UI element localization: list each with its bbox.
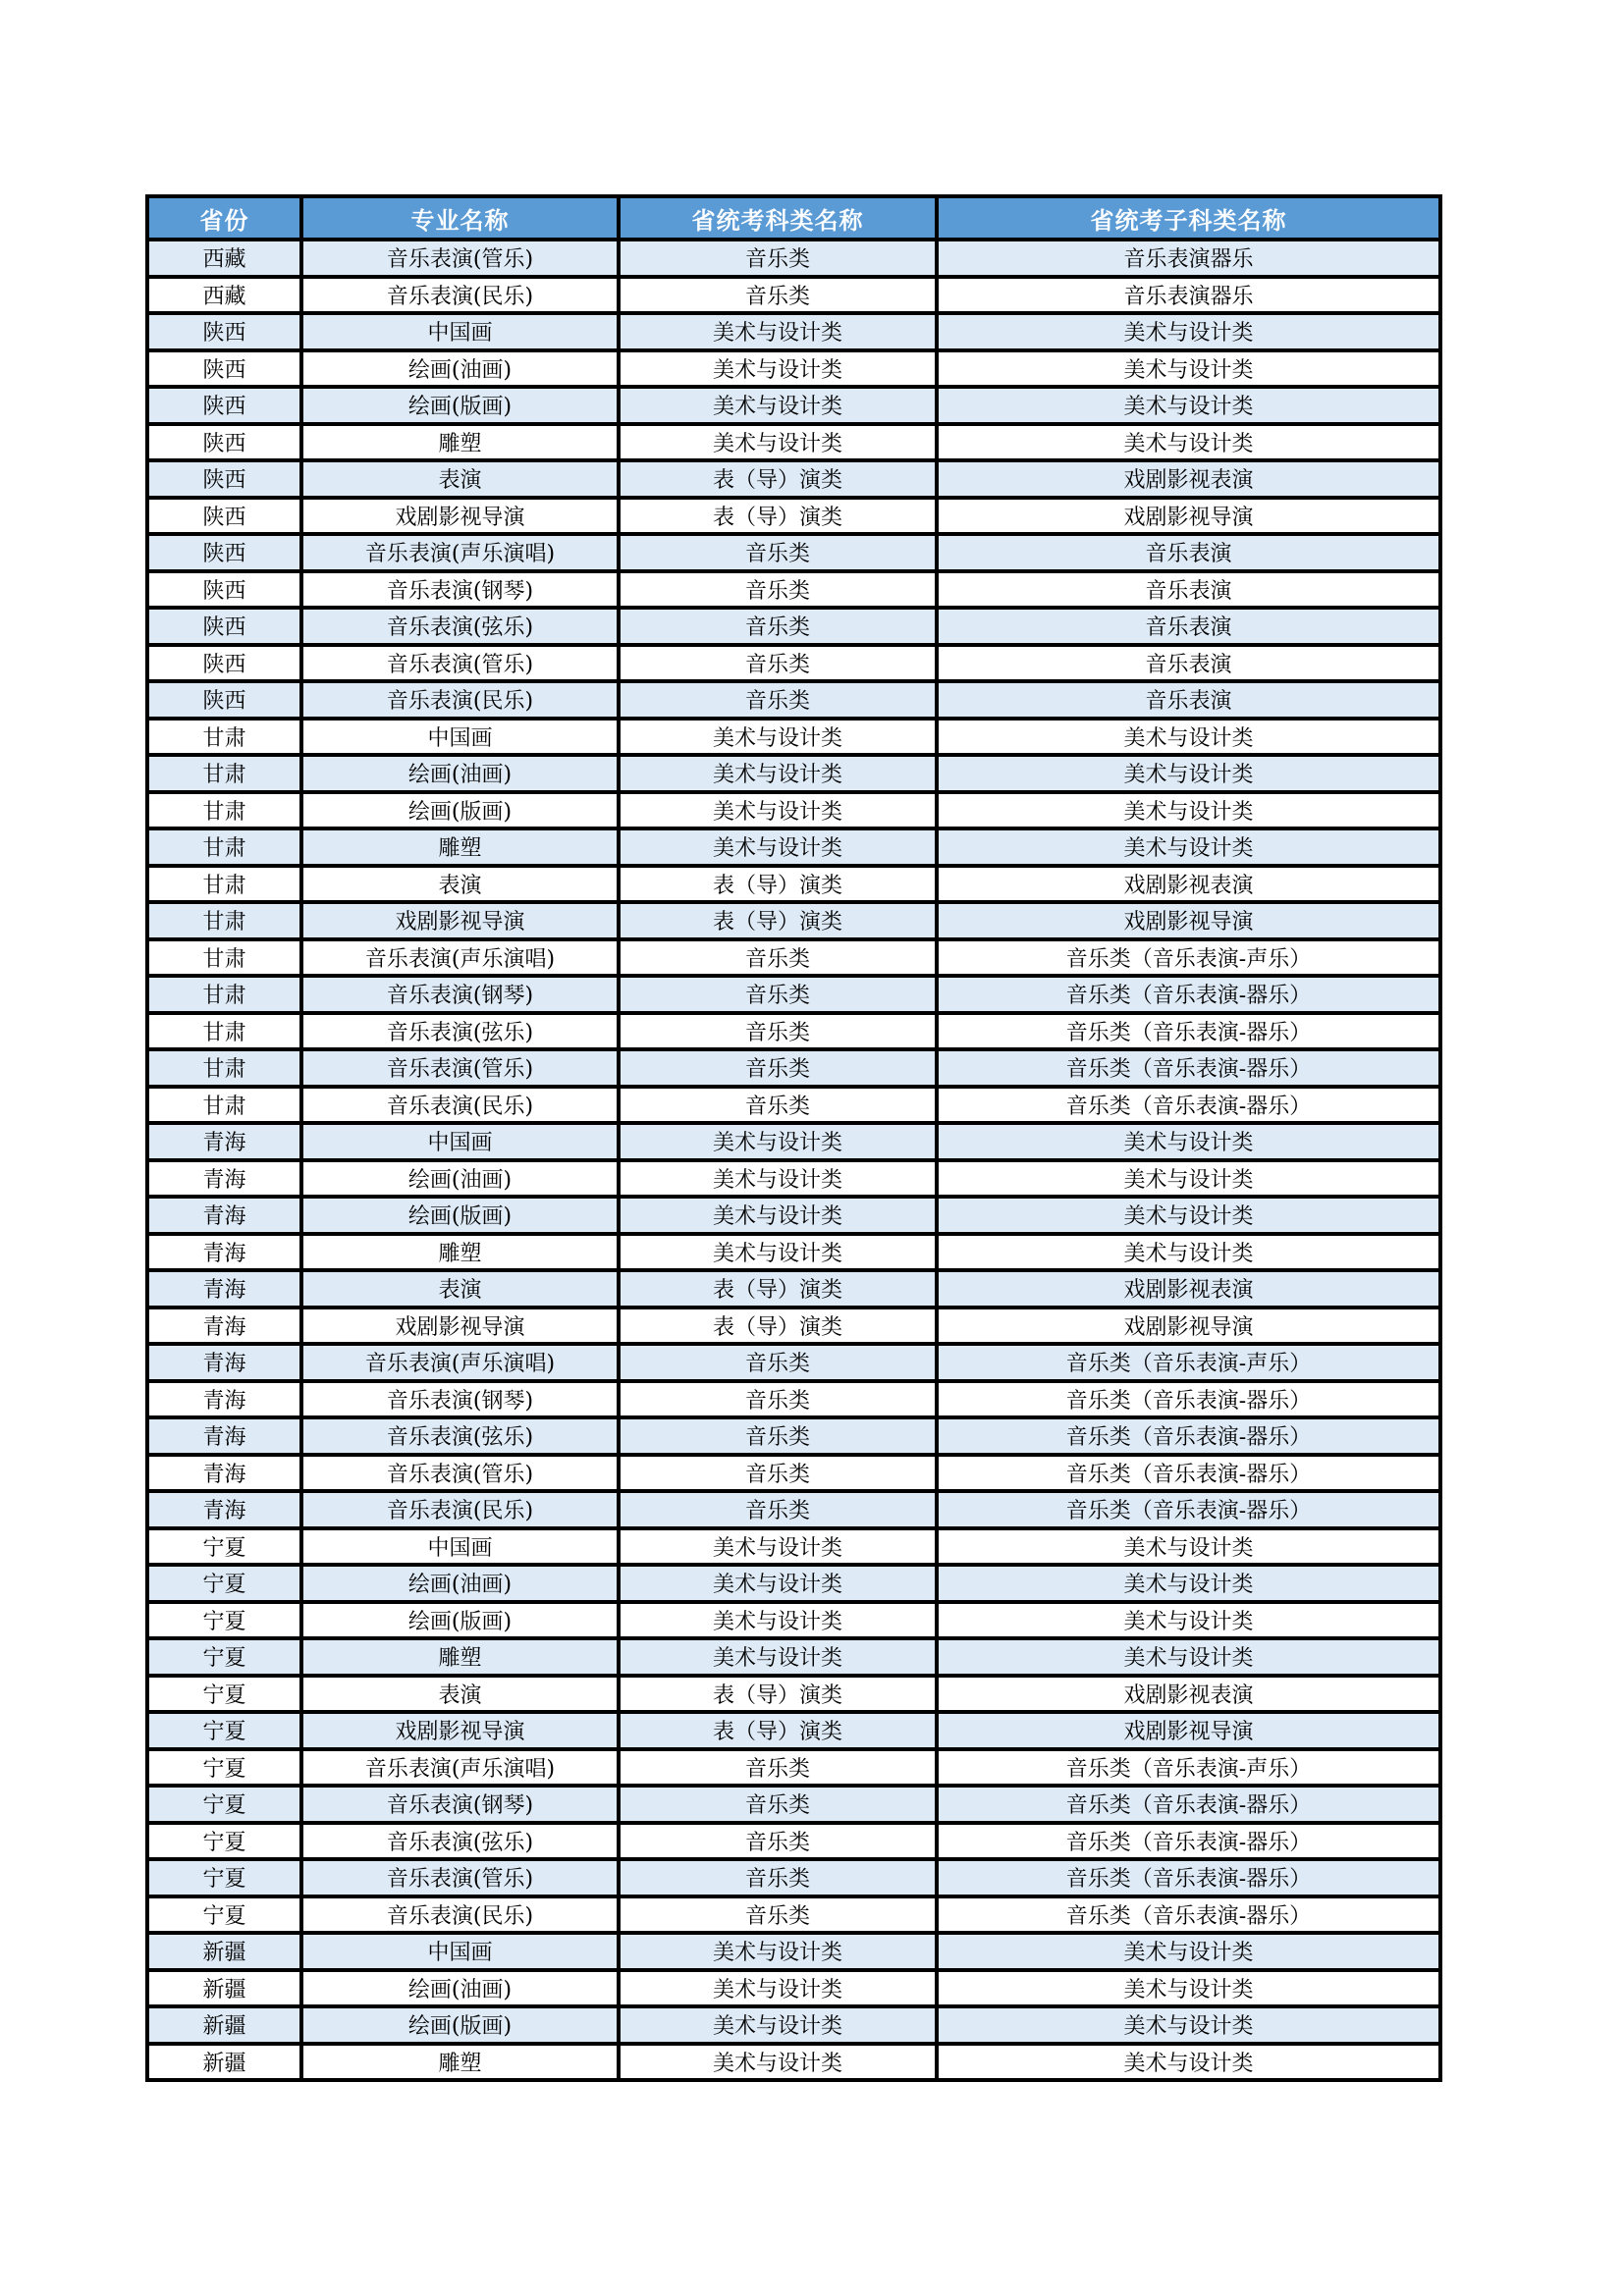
cell-major: 音乐表演(钢琴) [301,571,619,609]
column-header-exam-category: 省统考科类名称 [619,196,937,240]
cell-major: 绘画(版画) [301,1602,619,1639]
cell-exam_category: 表（导）演类 [619,498,937,535]
cell-major: 音乐表演(民乐) [301,1087,619,1124]
table-row [147,645,1440,682]
table-row [147,460,1440,498]
cell-exam_category: 音乐类 [619,1381,937,1418]
table-row [147,2044,1440,2081]
cell-major: 音乐表演(弦乐) [301,1417,619,1455]
cell-exam_subcategory: 音乐类（音乐表演-器乐） [937,1491,1440,1528]
table-row [147,828,1440,866]
cell-province: 陕西 [147,681,301,719]
cell-exam_subcategory: 音乐表演器乐 [937,277,1440,314]
cell-major: 中国画 [301,313,619,350]
cell-exam_category: 音乐类 [619,1417,937,1455]
cell-exam_category: 美术与设计类 [619,1234,937,1271]
cell-exam_category: 音乐类 [619,608,937,645]
cell-province: 甘肃 [147,976,301,1013]
cell-exam_subcategory: 音乐表演器乐 [937,240,1440,277]
cell-exam_subcategory: 戏剧影视表演 [937,866,1440,903]
cell-major: 中国画 [301,1933,619,1970]
table-body [147,240,1440,2080]
cell-province: 甘肃 [147,792,301,829]
cell-province: 青海 [147,1234,301,1271]
cell-exam_category: 音乐类 [619,645,937,682]
cell-exam_subcategory: 美术与设计类 [937,1123,1440,1160]
cell-exam_subcategory: 戏剧影视表演 [937,1676,1440,1713]
cell-major: 音乐表演(弦乐) [301,1823,619,1860]
cell-exam_subcategory: 美术与设计类 [937,1970,1440,2007]
cell-exam_subcategory: 美术与设计类 [937,350,1440,388]
cell-province: 新疆 [147,2044,301,2081]
cell-major: 音乐表演(管乐) [301,240,619,277]
table-row [147,1013,1440,1050]
cell-exam_category: 美术与设计类 [619,1528,937,1566]
cell-province: 陕西 [147,645,301,682]
cell-province: 甘肃 [147,1087,301,1124]
cell-exam_category: 音乐类 [619,1455,937,1492]
cell-province: 青海 [147,1160,301,1198]
cell-exam_subcategory: 音乐类（音乐表演-器乐） [937,1859,1440,1896]
cell-province: 甘肃 [147,939,301,977]
cell-province: 新疆 [147,1933,301,1970]
table-row [147,1786,1440,1823]
table-row [147,1417,1440,1455]
cell-major: 表演 [301,1270,619,1308]
cell-exam_subcategory: 戏剧影视导演 [937,498,1440,535]
cell-major: 音乐表演(民乐) [301,277,619,314]
table-row [147,681,1440,719]
cell-exam_subcategory: 音乐类（音乐表演-器乐） [937,1087,1440,1124]
cell-exam_category: 美术与设计类 [619,1197,937,1234]
table-row [147,866,1440,903]
cell-exam_category: 美术与设计类 [619,792,937,829]
cell-exam_subcategory: 戏剧影视导演 [937,1308,1440,1345]
cell-exam_category: 音乐类 [619,1859,937,1896]
cell-exam_category: 美术与设计类 [619,755,937,792]
table-row [147,1308,1440,1345]
cell-exam_subcategory: 音乐类（音乐表演-声乐） [937,939,1440,977]
column-header-province: 省份 [147,196,301,240]
table-row [147,1160,1440,1198]
cell-exam_subcategory: 美术与设计类 [937,2044,1440,2081]
cell-province: 青海 [147,1455,301,1492]
cell-exam_subcategory: 音乐类（音乐表演-声乐） [937,1344,1440,1381]
cell-province: 陕西 [147,571,301,609]
cell-major: 表演 [301,460,619,498]
cell-exam_subcategory: 美术与设计类 [937,1565,1440,1602]
cell-province: 宁夏 [147,1676,301,1713]
table-row [147,719,1440,756]
table-row [147,1049,1440,1087]
cell-major: 雕塑 [301,1638,619,1676]
cell-province: 宁夏 [147,1638,301,1676]
cell-province: 青海 [147,1123,301,1160]
cell-province: 甘肃 [147,719,301,756]
table-row [147,976,1440,1013]
table-row [147,1933,1440,1970]
cell-major: 戏剧影视导演 [301,498,619,535]
cell-province: 宁夏 [147,1565,301,1602]
cell-major: 绘画(油画) [301,755,619,792]
cell-province: 宁夏 [147,1823,301,1860]
cell-major: 音乐表演(声乐演唱) [301,1344,619,1381]
cell-exam_category: 音乐类 [619,534,937,571]
cell-province: 新疆 [147,2006,301,2044]
cell-exam_category: 美术与设计类 [619,2044,937,2081]
cell-province: 宁夏 [147,1528,301,1566]
table-row [147,498,1440,535]
cell-exam_subcategory: 音乐表演 [937,534,1440,571]
cell-exam_category: 音乐类 [619,1344,937,1381]
cell-exam_category: 音乐类 [619,1013,937,1050]
cell-province: 宁夏 [147,1859,301,1896]
exam-category-table [145,194,1442,2082]
cell-exam_category: 表（导）演类 [619,1270,937,1308]
cell-province: 宁夏 [147,1712,301,1749]
cell-major: 雕塑 [301,2044,619,2081]
cell-exam_subcategory: 美术与设计类 [937,1197,1440,1234]
table-row [147,350,1440,388]
cell-exam_subcategory: 美术与设计类 [937,424,1440,461]
table-row [147,2006,1440,2044]
cell-province: 陕西 [147,498,301,535]
cell-major: 中国画 [301,719,619,756]
cell-exam_category: 音乐类 [619,1786,937,1823]
cell-exam_subcategory: 美术与设计类 [937,719,1440,756]
table-row [147,1087,1440,1124]
cell-province: 甘肃 [147,1013,301,1050]
cell-province: 甘肃 [147,866,301,903]
cell-exam_category: 音乐类 [619,976,937,1013]
cell-province: 陕西 [147,424,301,461]
cell-province: 宁夏 [147,1602,301,1639]
cell-exam_category: 美术与设计类 [619,1970,937,2007]
cell-exam_subcategory: 音乐类（音乐表演-器乐） [937,976,1440,1013]
table-row [147,755,1440,792]
cell-exam_subcategory: 音乐类（音乐表演-器乐） [937,1455,1440,1492]
column-header-exam-subcategory: 省统考子科类名称 [937,196,1440,240]
cell-exam_subcategory: 戏剧影视导演 [937,1712,1440,1749]
cell-province: 青海 [147,1381,301,1418]
table-row [147,534,1440,571]
cell-exam_category: 表（导）演类 [619,866,937,903]
cell-exam_subcategory: 音乐类（音乐表演-器乐） [937,1823,1440,1860]
cell-exam_subcategory: 美术与设计类 [937,313,1440,350]
cell-exam_category: 音乐类 [619,1049,937,1087]
cell-exam_subcategory: 美术与设计类 [937,1933,1440,1970]
table-row [147,1528,1440,1566]
cell-exam_category: 美术与设计类 [619,1565,937,1602]
cell-exam_subcategory: 美术与设计类 [937,755,1440,792]
table-row [147,1234,1440,1271]
cell-exam_category: 美术与设计类 [619,1160,937,1198]
table-row [147,1749,1440,1787]
cell-exam_subcategory: 戏剧影视表演 [937,460,1440,498]
table-row [147,1270,1440,1308]
cell-exam_subcategory: 音乐类（音乐表演-声乐） [937,1749,1440,1787]
cell-major: 中国画 [301,1123,619,1160]
cell-exam_category: 美术与设计类 [619,828,937,866]
table-row [147,1602,1440,1639]
cell-major: 雕塑 [301,424,619,461]
cell-exam_category: 表（导）演类 [619,1308,937,1345]
table-row [147,902,1440,939]
cell-major: 音乐表演(钢琴) [301,1381,619,1418]
cell-major: 音乐表演(弦乐) [301,608,619,645]
cell-exam_subcategory: 音乐类（音乐表演-器乐） [937,1049,1440,1087]
cell-exam_subcategory: 美术与设计类 [937,828,1440,866]
cell-exam_category: 美术与设计类 [619,719,937,756]
table-row [147,1896,1440,1934]
cell-province: 陕西 [147,313,301,350]
table-row [147,1712,1440,1749]
cell-exam_subcategory: 音乐表演 [937,645,1440,682]
cell-exam_category: 美术与设计类 [619,1933,937,1970]
cell-major: 音乐表演(弦乐) [301,1013,619,1050]
cell-exam_category: 美术与设计类 [619,1638,937,1676]
table-row [147,1859,1440,1896]
cell-major: 音乐表演(管乐) [301,1049,619,1087]
cell-major: 音乐表演(管乐) [301,645,619,682]
cell-major: 绘画(油画) [301,1970,619,2007]
cell-province: 西藏 [147,277,301,314]
cell-exam_category: 美术与设计类 [619,1123,937,1160]
cell-major: 音乐表演(钢琴) [301,1786,619,1823]
cell-exam_subcategory: 戏剧影视表演 [937,1270,1440,1308]
cell-major: 绘画(版画) [301,387,619,424]
cell-exam_category: 美术与设计类 [619,2006,937,2044]
cell-exam_category: 表（导）演类 [619,1712,937,1749]
cell-exam_category: 美术与设计类 [619,1602,937,1639]
cell-major: 音乐表演(声乐演唱) [301,1749,619,1787]
cell-exam_category: 音乐类 [619,939,937,977]
cell-province: 青海 [147,1491,301,1528]
cell-exam_category: 音乐类 [619,1749,937,1787]
cell-major: 绘画(版画) [301,792,619,829]
cell-major: 雕塑 [301,828,619,866]
cell-exam_category: 表（导）演类 [619,902,937,939]
cell-exam_subcategory: 美术与设计类 [937,1528,1440,1566]
cell-major: 表演 [301,1676,619,1713]
cell-province: 青海 [147,1197,301,1234]
table-row [147,387,1440,424]
cell-exam_category: 美术与设计类 [619,350,937,388]
cell-exam_subcategory: 音乐类（音乐表演-器乐） [937,1896,1440,1934]
cell-province: 宁夏 [147,1786,301,1823]
column-header-major: 专业名称 [301,196,619,240]
cell-province: 青海 [147,1417,301,1455]
table-row [147,1565,1440,1602]
table-row [147,1123,1440,1160]
cell-major: 音乐表演(管乐) [301,1859,619,1896]
table-row [147,1823,1440,1860]
table-row [147,424,1440,461]
cell-exam_category: 音乐类 [619,277,937,314]
cell-exam_category: 表（导）演类 [619,1676,937,1713]
table-row [147,1381,1440,1418]
table-row [147,1197,1440,1234]
cell-major: 绘画(油画) [301,350,619,388]
table-row [147,1455,1440,1492]
cell-major: 音乐表演(管乐) [301,1455,619,1492]
cell-exam_subcategory: 音乐表演 [937,571,1440,609]
cell-exam_subcategory: 美术与设计类 [937,1234,1440,1271]
table-row [147,240,1440,277]
cell-major: 雕塑 [301,1234,619,1271]
cell-exam_subcategory: 音乐类（音乐表演-器乐） [937,1381,1440,1418]
table-row [147,608,1440,645]
cell-province: 宁夏 [147,1749,301,1787]
table-row [147,1344,1440,1381]
cell-major: 音乐表演(声乐演唱) [301,534,619,571]
cell-major: 音乐表演(民乐) [301,681,619,719]
cell-province: 甘肃 [147,1049,301,1087]
table-header-row [147,196,1440,240]
table-row [147,939,1440,977]
cell-exam_subcategory: 音乐类（音乐表演-器乐） [937,1786,1440,1823]
table-row [147,277,1440,314]
cell-province: 新疆 [147,1970,301,2007]
cell-exam_subcategory: 美术与设计类 [937,792,1440,829]
cell-province: 陕西 [147,608,301,645]
cell-exam_category: 音乐类 [619,571,937,609]
cell-exam_subcategory: 美术与设计类 [937,1638,1440,1676]
cell-exam_category: 美术与设计类 [619,313,937,350]
cell-province: 青海 [147,1344,301,1381]
cell-province: 青海 [147,1270,301,1308]
cell-exam_category: 音乐类 [619,1823,937,1860]
cell-major: 音乐表演(民乐) [301,1896,619,1934]
cell-exam_subcategory: 音乐表演 [937,681,1440,719]
cell-exam_category: 音乐类 [619,1087,937,1124]
cell-exam_category: 表（导）演类 [619,460,937,498]
cell-province: 甘肃 [147,902,301,939]
cell-exam_category: 音乐类 [619,240,937,277]
cell-major: 音乐表演(民乐) [301,1491,619,1528]
cell-exam_subcategory: 美术与设计类 [937,1602,1440,1639]
cell-exam_subcategory: 音乐类（音乐表演-器乐） [937,1417,1440,1455]
cell-province: 陕西 [147,350,301,388]
cell-province: 陕西 [147,387,301,424]
cell-exam_subcategory: 戏剧影视导演 [937,902,1440,939]
table-row [147,792,1440,829]
table-row [147,1676,1440,1713]
table-row [147,1970,1440,2007]
cell-province: 甘肃 [147,755,301,792]
cell-exam_category: 美术与设计类 [619,387,937,424]
table-row [147,1491,1440,1528]
cell-major: 戏剧影视导演 [301,1308,619,1345]
table-row [147,313,1440,350]
cell-exam_category: 音乐类 [619,1491,937,1528]
cell-exam_category: 美术与设计类 [619,424,937,461]
cell-province: 陕西 [147,534,301,571]
cell-exam_subcategory: 音乐表演 [937,608,1440,645]
cell-major: 戏剧影视导演 [301,902,619,939]
cell-exam_subcategory: 音乐类（音乐表演-器乐） [937,1013,1440,1050]
cell-major: 绘画(油画) [301,1160,619,1198]
cell-province: 甘肃 [147,828,301,866]
table-row [147,571,1440,609]
cell-province: 青海 [147,1308,301,1345]
cell-exam_subcategory: 美术与设计类 [937,1160,1440,1198]
cell-major: 音乐表演(钢琴) [301,976,619,1013]
cell-major: 绘画(版画) [301,2006,619,2044]
cell-major: 绘画(油画) [301,1565,619,1602]
cell-major: 戏剧影视导演 [301,1712,619,1749]
cell-province: 西藏 [147,240,301,277]
table-row [147,1638,1440,1676]
cell-major: 绘画(版画) [301,1197,619,1234]
cell-major: 音乐表演(声乐演唱) [301,939,619,977]
cell-major: 中国画 [301,1528,619,1566]
cell-exam_category: 音乐类 [619,681,937,719]
cell-exam_category: 音乐类 [619,1896,937,1934]
cell-major: 表演 [301,866,619,903]
cell-exam_subcategory: 美术与设计类 [937,387,1440,424]
cell-province: 陕西 [147,460,301,498]
cell-province: 宁夏 [147,1896,301,1934]
cell-exam_subcategory: 美术与设计类 [937,2006,1440,2044]
